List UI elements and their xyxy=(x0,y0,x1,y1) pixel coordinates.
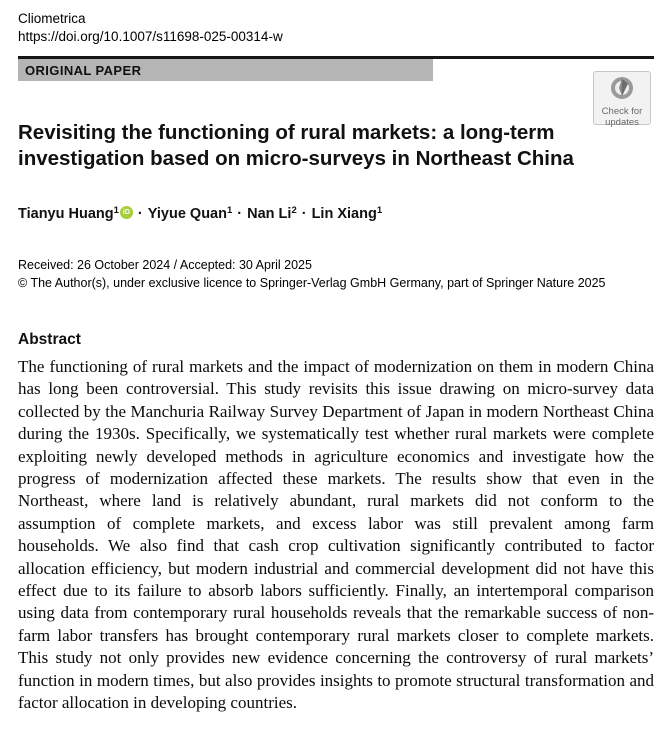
copyright-line: © The Author(s), under exclusive licence to Springer-Verlag GmbH Germany, part of Springer Nature 2025 xyxy=(18,276,606,290)
header-rule xyxy=(18,56,654,81)
check-for-updates-label: Check for updates xyxy=(601,106,643,128)
author-affiliation-sup: 1 xyxy=(113,205,119,216)
author-affiliation-sup: 1 xyxy=(376,205,383,216)
authors-line xyxy=(18,206,654,223)
author-affiliation-sup: 2 xyxy=(291,205,297,216)
check-for-updates-icon xyxy=(609,75,635,106)
article-meta xyxy=(18,256,654,292)
journal-name: Cliometrica xyxy=(18,11,86,26)
article-type-bar xyxy=(18,59,433,81)
check-for-updates-badge[interactable] xyxy=(593,71,651,128)
abstract-text: The functioning of rural markets and the impact of modernization on them in modern China has long been controversial. This study revisits this issue drawing on micro-survey data collected by the Manchuria Railway Survey Department of Japan in modern Northeast China during the 1930s. Specifically, we systematically test whether rural markets were complete exploiting newly developed methods in agriculture economics and investigate how the progress of modernization affected these markets. The results show that even in the Northeast, where land is relatively abundant, rural markets did not conform to the assumption of complete markets, and excess labor was still prevalent among farm households. We also find that cash crop cultivation significantly contributed to factor allocation efficiency, but modern industrial and commercial development did not have this effect due to its failure to absorb labors sufficiently. Finally, an intertemporal comparison using data from contemporary rural households reveals that the remarkable success of non-farm labor transfers has brought contemporary rural markets closer to complete markets. This study not only provides new evidence concerning the controversy of rural markets’ function in modern times, but also provides insights to promote structural transformation and factor allocation in developing countries. xyxy=(18,357,654,713)
paper-title: Revisiting the functioning of rural markets: a long-term investigation based on micro-surveys in Northeast China xyxy=(18,121,574,170)
author-separator: · xyxy=(137,206,143,222)
author-separator: · xyxy=(237,206,243,222)
received-accepted-line: Received: 26 October 2024 / Accepted: 30 April 2025 xyxy=(18,258,312,272)
orcid-icon[interactable]: iD xyxy=(120,206,133,219)
author-name: Yiyue Quan xyxy=(147,206,227,222)
author-separator: · xyxy=(301,206,307,222)
abstract-heading: Abstract xyxy=(18,331,81,348)
doi-link[interactable]: https://doi.org/10.1007/s11698-025-00314-w xyxy=(18,29,283,44)
author-name: Lin Xiang xyxy=(311,206,377,222)
article-type-label: ORIGINAL PAPER xyxy=(25,62,142,78)
author-name: Nan Li xyxy=(247,206,292,222)
author-affiliation-sup: 1 xyxy=(226,205,233,216)
author-name: Tianyu Huang xyxy=(18,206,114,222)
